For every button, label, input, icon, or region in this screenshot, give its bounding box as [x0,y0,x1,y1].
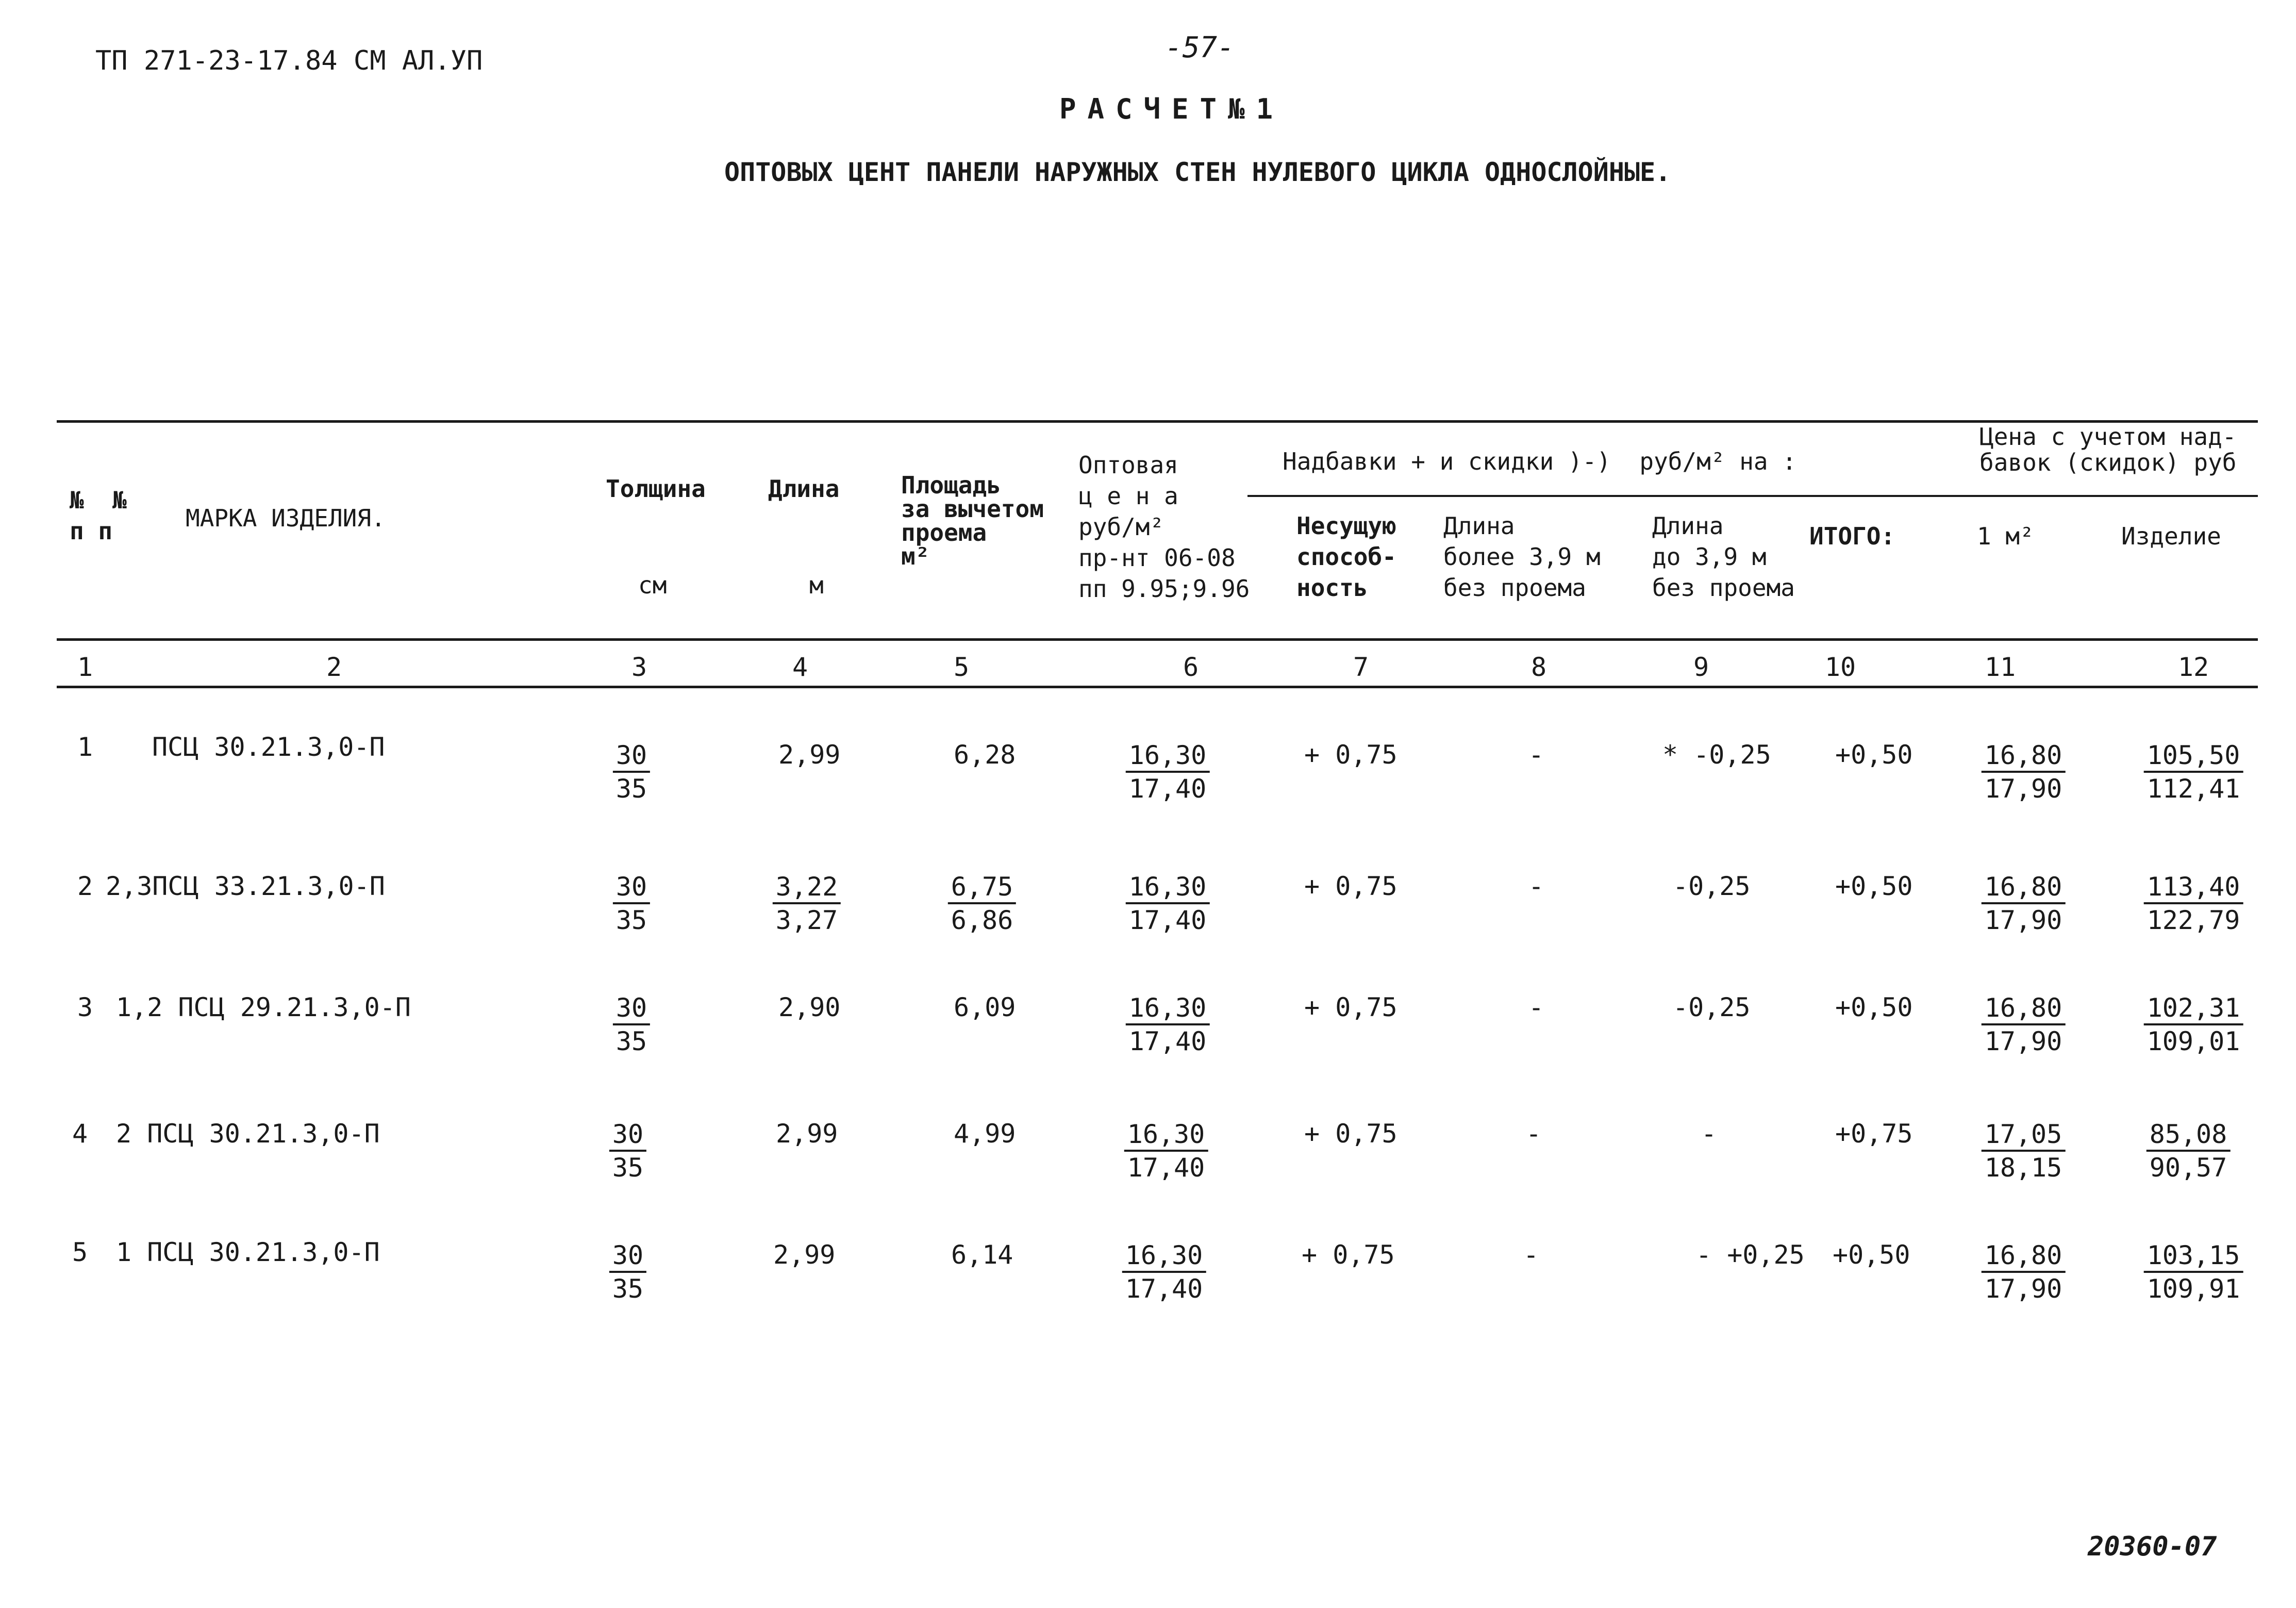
col-number: 7 [1353,652,1369,682]
row-price: $\frac{16,30}{17,40}$ [1126,740,1210,805]
row-price-per-item: $\frac{113,40}{122,79}$ [2144,871,2243,936]
col-header-mark: МАРКА ИЗДЕЛИЯ. [186,504,386,532]
row-price-per-item: $\frac{103,15}{109,91}$ [2144,1240,2243,1305]
row-number: 4 [72,1119,88,1149]
document-code: ТП 271-23-17.84 СМ АЛ.УП [95,45,483,76]
col-number: 5 [953,652,970,682]
row-price: $\frac{16,30}{17,40}$ [1126,871,1210,936]
row-total: +0,75 [1835,1119,1913,1149]
col-header-area: Площадь за вычетом проема м² [901,471,1044,570]
row-mark: 2,3ПСЦ 33.21.3,0-П [106,871,385,901]
numbers-bottom-rule [57,686,2258,688]
row-mark: 1,2 ПСЦ 29.21.3,0-П [116,992,411,1022]
row-total: +0,50 [1835,992,1913,1022]
row-total: +0,50 [1835,871,1913,901]
surcharge-group-rule [1247,495,2258,497]
row-price: $\frac{16,30}{17,40}$ [1122,1240,1206,1305]
row-total: +0,50 [1835,740,1913,770]
row-number: 5 [72,1237,88,1267]
row-length: 2,99 [773,1240,836,1270]
row-length-under: - [1701,1119,1717,1149]
row-bearing: + 0,75 [1304,740,1397,770]
row-price-per-item: $\frac{105,50}{112,41}$ [2144,740,2243,805]
row-length-over: - [1528,871,1544,901]
col-number: 11 [1984,652,2016,682]
row-length-over: - [1528,992,1544,1022]
page-number: -57- [1165,31,1235,64]
col-number: 4 [792,652,808,682]
row-price-per-item: $\frac{102,31}{109,01}$ [2144,992,2243,1057]
calc-title: РАСЧЕТ№1 [1059,93,1285,125]
row-bearing: + 0,75 [1302,1240,1395,1270]
col-header-thickness: Толщина [606,475,706,503]
row-mark: 1 ПСЦ 30.21.3,0-П [116,1237,380,1267]
col-header-thickness-unit: см [638,571,667,599]
row-length: 2,99 [776,1119,838,1149]
table-top-rule [57,420,2258,423]
row-area: 6,14 [951,1240,1013,1270]
row-mark: ПСЦ 30.21.3,0-П [152,732,385,762]
col-number: 2 [326,652,342,682]
col-header-length: Длина [768,475,840,503]
row-mark: 2 ПСЦ 30.21.3,0-П [116,1119,380,1149]
col-header-bearing: Несущую способ- ность [1296,512,1396,602]
row-length: 2,99 [778,740,841,770]
col-number: 12 [2177,652,2209,682]
row-bearing: + 0,75 [1304,1119,1397,1149]
row-length-under: * -0,25 [1662,740,1771,770]
row-length-under: -0,25 [1673,871,1751,901]
row-price-per-m2: $\frac{16,80}{17,90}$ [1982,992,2066,1057]
col-header-length-under: Длина до 3,9 м без проема [1652,512,1795,602]
header-bottom-rule [57,638,2258,641]
row-number: 2 [77,871,93,901]
row-bearing: + 0,75 [1304,992,1397,1022]
col-header-total: ИТОГО: [1809,522,1895,550]
row-thickness: $\frac{30}{35}$ [609,1240,646,1305]
calc-subtitle: ОПТОВЫХ ЦЕНТ ПАНЕЛИ НАРУЖНЫХ СТЕН НУЛЕВОГО ЦИКЛА ОДНОСЛОЙНЫЕ. [724,157,1671,187]
row-price: $\frac{16,30}{17,40}$ [1126,992,1210,1057]
row-price-per-m2: $\frac{16,80}{17,90}$ [1982,740,2066,805]
col-header-price-adj-group: Цена с учетом над- бавок (скидок) руб [1979,423,2237,476]
row-total: +0,50 [1833,1240,1910,1270]
row-area: 4,99 [954,1119,1016,1149]
col-header-price: Оптовая ц е н а руб/м² пр-нт 06-08 пп 9.95;9.96 [1078,451,1250,603]
row-price-per-item: $\frac{85,08}{90,57}$ [2147,1119,2231,1184]
footer-inventory-code: 20360-07 [2088,1531,2217,1562]
row-area: 6,09 [954,992,1016,1022]
row-price-per-m2: $\frac{17,05}{18,15}$ [1982,1119,2066,1184]
row-price-per-m2: $\frac{16,80}{17,90}$ [1982,1240,2066,1305]
col-number: 1 [77,652,93,682]
col-number: 8 [1530,652,1547,682]
row-number: 1 [77,732,93,762]
col-header-per-m2: 1 м² [1977,522,2034,550]
row-bearing: + 0,75 [1304,871,1397,901]
col-number: 6 [1183,652,1199,682]
col-number: 9 [1693,652,1709,682]
row-length-under: -0,25 [1673,992,1751,1022]
col-header-num: № № п п [70,486,127,545]
col-header-length-unit: м [809,571,824,599]
row-length-over: - [1528,740,1544,770]
row-length-over: - [1526,1119,1542,1149]
row-thickness: $\frac{30}{35}$ [613,740,650,805]
row-length-under: - +0,25 [1696,1240,1805,1270]
row-price-per-m2: $\frac{16,80}{17,90}$ [1982,871,2066,936]
col-header-surcharges-group: Надбавки + и скидки )-) руб/м² на : [1283,447,1796,475]
row-length-over: - [1523,1240,1539,1270]
row-thickness: $\frac{30}{35}$ [613,871,650,936]
col-header-length-over: Длина более 3,9 м без проема [1443,512,1601,602]
row-thickness: $\frac{30}{35}$ [609,1119,646,1184]
row-length: $\frac{3,22}{3,27}$ [773,871,841,936]
row-price: $\frac{16,30}{17,40}$ [1124,1119,1208,1184]
col-number: 3 [631,652,647,682]
row-thickness: $\frac{30}{35}$ [613,992,650,1057]
col-header-per-item: Изделие [2121,522,2221,550]
row-number: 3 [77,992,93,1022]
row-length: 2,90 [778,992,841,1022]
row-area: $\frac{6,75}{6,86}$ [948,871,1016,936]
col-number: 10 [1824,652,1856,682]
row-area: 6,28 [954,740,1016,770]
